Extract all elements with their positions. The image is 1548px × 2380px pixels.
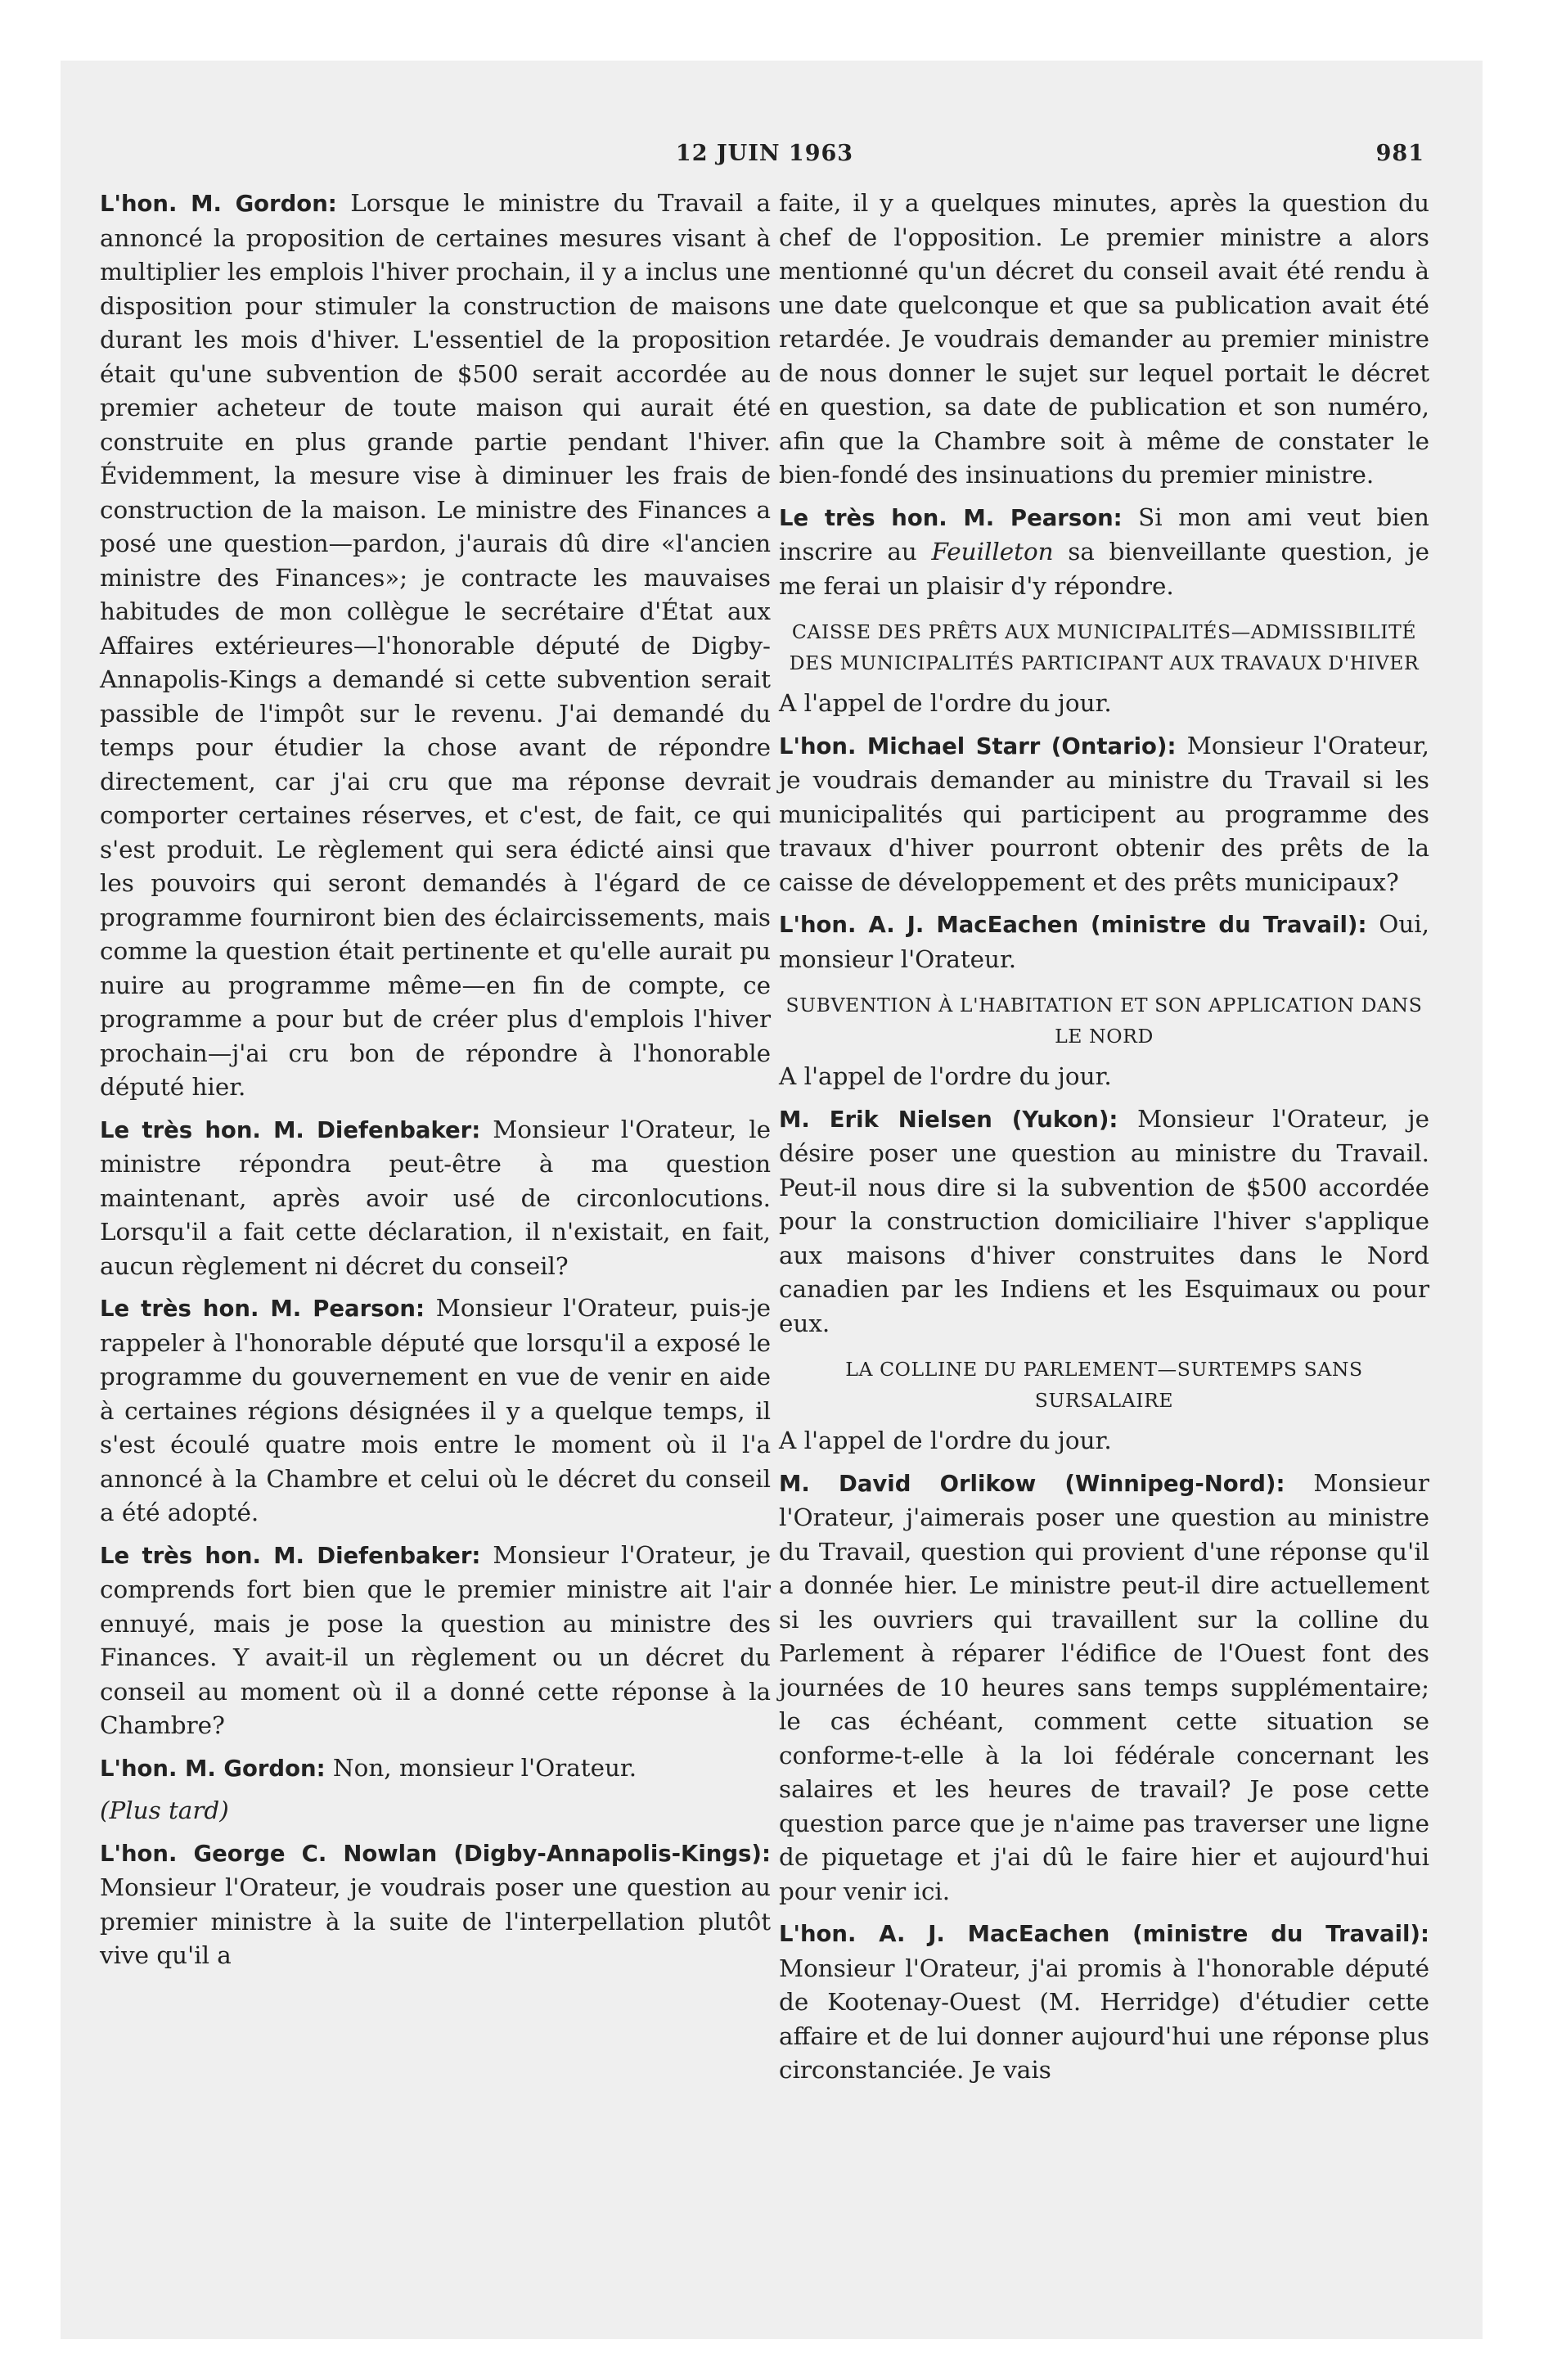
- order-of-day: A l'appel de l'ordre du jour.: [779, 1427, 1112, 1454]
- left-column: [100, 187, 771, 1981]
- italic-term: Feuilleton: [931, 538, 1054, 566]
- paragraph: [779, 729, 1429, 900]
- paragraph-text: Monsieur l'Orateur, je voudrais poser une question au premier ministre à la suite de l'interpellation plutôt vive qu'il a: [100, 1873, 771, 1969]
- speaker-name: L'hon. Michael Starr (Ontario):: [779, 732, 1177, 760]
- speaker-name: Le très hon. M. Pearson:: [779, 504, 1123, 531]
- paragraph-text: Monsieur l'Orateur, j'ai promis à l'honorable député de Kootenay-Ouest (M. Herridge) d'étudier cette affaire et de lui donner aujourd'hui une réponse plus circonstanciée. Je vais: [779, 1954, 1429, 2084]
- section-heading: SUBVENTION À L'HABITATION ET SON APPLICATION DANS LE NORD: [785, 994, 1423, 1048]
- speaker-name: L'hon. M. Gordon:: [100, 1755, 326, 1782]
- paragraph-text: Lorsque le ministre du Travail a annoncé la proposition de certaines mesures visant à multiplier les emplois l'hiver prochain, il y a inclus une disposition pour stimuler la construction de maisons durant les mois d'hiver. L'essentiel de la proposition était qu'une subvention de $500 serait accordée au premier acheteur de toute maison qui aurait été construite en plus grande partie pendant l'hiver. Évidemment, la mesure vise à diminuer les frais de construction de la maison. Le ministre des Finances a posé une question—pardon, j'aurais dû dire «l'ancien ministre des Finances»; je contracte les mauvaises habitudes de mon collègue le secrétaire d'État aux Affaires extérieures—l'honorable député de Digby-Annapolis-Kings a demandé si cette subvention serait passible de l'impôt sur le revenu. J'ai demandé du temps pour étudier la chose avant de répondre directement, car j'ai cru que ma réponse devrait comporter certaines réserves, et c'est, de fait, ce qui s'est produit. Le règlement qui sera édicté ainsi que les pouvoirs qui seront demandés à l'égard de ce programme fourniront bien des éclaircissements, mais comme la question était pertinente et qu'elle aurait pu nuire au programme même—en fin de compte, ce programme a pour but de créer plus d'emplois l'hiver prochain—j'ai cru bon de répondre à l'honorable député hier.: [100, 189, 771, 1101]
- paragraph: [779, 187, 1429, 493]
- paragraph-text: Monsieur l'Orateur, puis-je rappeler à l'honorable député que lorsqu'il a exposé le programme du gouvernement en vue de venir en aide à certaines régions désignées il y a quelque temps, il s'est écoulé quatre mois entre le moment où il l'a annoncé à la Chambre et celui où le décret du conseil a été adopté.: [100, 1294, 771, 1526]
- speaker-name: Le très hon. M. Pearson:: [100, 1296, 425, 1322]
- paragraph: [100, 1113, 771, 1284]
- speaker-name: L'hon. A. J. MacEachen (ministre du Travail):: [779, 912, 1367, 938]
- paragraph-text: Monsieur l'Orateur, je voudrais demander au ministre du Travail si les municipalités qui participent au programme des travaux d'hiver pourront obtenir des prêts de la caisse de développement et des prêts municipaux?: [779, 731, 1429, 896]
- paragraph-text: faite, il y a quelques minutes, après la question du chef de l'opposition. Le premier ministre a alors mentionné qu'un décret du conseil avait été rendu à une date quelconque et que sa publication avait été retardée. Je voudrais demander au premier ministre de nous donner le sujet sur lequel portait le décret en question, sa date de publication et son numéro, afin que la Chambre soit à même de constater le bien-fondé des insinuations du premier ministre.: [779, 189, 1429, 489]
- paragraph: [779, 1467, 1429, 1909]
- speaker-name: Le très hon. M. Diefenbaker:: [100, 1116, 481, 1143]
- paragraph-text: sa bienveillante question, je me ferai un plaisir d'y répondre.: [779, 538, 1429, 600]
- speaker-name: L'hon. M. Gordon:: [100, 191, 337, 217]
- header-date: 12 JUIN 1963: [675, 141, 854, 166]
- paragraph-text: Oui, monsieur l'Orateur.: [779, 910, 1429, 973]
- paragraph-text: Monsieur l'Orateur, je désire poser une question au ministre du Travail. Peut-il nous dire si la subvention de $500 accordée pour la construction domiciliaire l'hiver s'applique aux maisons d'hiver construites dans le Nord canadien par les Indiens et les Esquimaux ou pour eux.: [779, 1104, 1429, 1337]
- paragraph: [100, 1837, 771, 1973]
- page-header: [100, 141, 1429, 177]
- paragraph: [100, 187, 771, 1105]
- paragraph-text: Monsieur l'Orateur, je comprends fort bien que le premier ministre ait l'air ennuyé, mais je pose la question au ministre des Finances. Y avait-il un règlement ou un décret du conseil au moment où il a donné cette réponse à la Chambre?: [100, 1540, 771, 1739]
- right-column: [779, 187, 1429, 2096]
- speaker-name: L'hon. George C. Nowlan (Digby-Annapolis-Kings):: [100, 1840, 771, 1867]
- speaker-name: M. David Orlikow (Winnipeg-Nord):: [779, 1470, 1285, 1497]
- order-of-day: A l'appel de l'ordre du jour.: [779, 1062, 1112, 1090]
- section-heading: CAISSE DES PRÊTS AUX MUNICIPALITÉS—ADMISSIBILITÉ DES MUNICIPALITÉS PARTICIPANT AUX TRAVAUX D'HIVER: [789, 620, 1420, 674]
- paragraph-text: Non, monsieur l'Orateur.: [325, 1753, 637, 1782]
- paragraph: [779, 1917, 1429, 2088]
- paragraph: [779, 501, 1429, 604]
- section-heading: LA COLLINE DU PARLEMENT—SURTEMPS SANS SURSALAIRE: [845, 1358, 1363, 1412]
- order-of-day: A l'appel de l'ordre du jour.: [779, 689, 1112, 717]
- paragraph: [779, 1102, 1429, 1341]
- paragraph: [100, 1291, 771, 1530]
- speaker-name: L'hon. A. J. MacEachen (ministre du Travail):: [779, 1921, 1429, 1947]
- paragraph: [100, 1539, 771, 1743]
- speaker-name: M. Erik Nielsen (Yukon):: [779, 1106, 1118, 1133]
- page-number: 981: [1375, 141, 1424, 166]
- paragraph-text: Monsieur l'Orateur, j'aimerais poser une question au ministre du Travail, question qui provient d'une réponse qu'il a donnée hier. Le ministre peut-il dire actuellement si les ouvriers qui travaillent sur la colline du Parlement à réparer l'édifice de l'Ouest font des journées de 10 heures sans temps supplémentaire; le cas échéant, comment cette situation se conforme-t-elle à la loi fédérale concernant les salaires et les heures de travail? Je pose cette question parce que je n'aime pas traverser une ligne de piquetage et j'ai dû le faire hier et aujourd'hui pour venir ici.: [779, 1468, 1429, 1905]
- paragraph: [779, 908, 1429, 976]
- paragraph-text: Monsieur l'Orateur, le ministre répondra peut-être à ma question maintenant, après avoir usé de circonlocutions. Lorsqu'il a fait cette déclaration, il n'existait, en fait, aucun règlement ni décret du conseil?: [100, 1115, 772, 1280]
- later-note: (Plus tard): [100, 1796, 229, 1824]
- speaker-name: Le très hon. M. Diefenbaker:: [100, 1542, 481, 1569]
- paragraph: [100, 1751, 771, 1787]
- paragraph-text: Si mon ami veut bien inscrire au: [779, 503, 1429, 566]
